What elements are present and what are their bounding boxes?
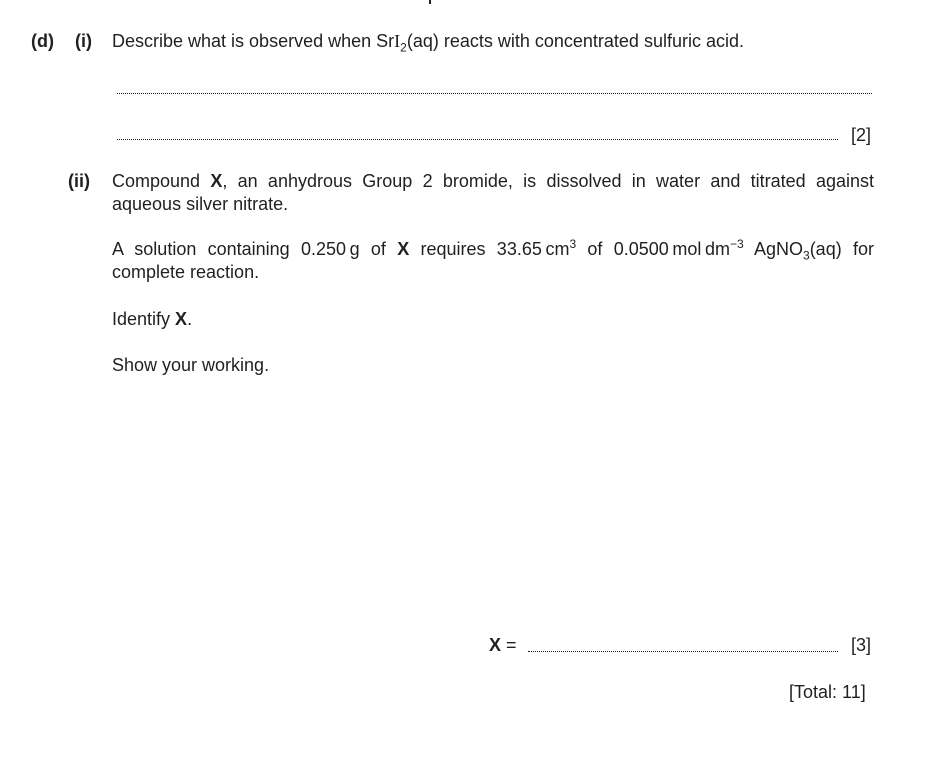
question-text-i: Describe what is observed when SrI$_2$(aq) reacts with concentrated sulfuric acid. xyxy=(112,31,744,55)
page-mark xyxy=(429,0,431,4)
part-label-d: (d) xyxy=(31,31,54,51)
answer-line-1[interactable] xyxy=(117,93,872,94)
subpart-label-ii: (ii) xyxy=(68,171,90,191)
paragraph-compound: Compound X, an anhydrous Group 2 bromide, is dissolved in water and titrated against aqueous silver nitrate. xyxy=(112,171,874,214)
paragraph-show-working: Show your working. xyxy=(112,355,270,375)
marks-ii: [3] xyxy=(851,635,872,655)
subpart-label-i: (i) xyxy=(75,31,92,51)
answer-line-2[interactable] xyxy=(117,139,838,140)
paragraph-solution: A solution containing 0.250 g of X requires 33.65 $cm^3$ of 0.0500 mol $dm^{-3}$ AgNO$_3$(aq) for complete reaction. xyxy=(112,237,874,282)
paragraph-identify: Identify X. xyxy=(112,309,193,329)
answer-line-x[interactable] xyxy=(528,651,838,652)
total-marks: [Total: 11] xyxy=(789,682,866,702)
answer-label-x: X = xyxy=(489,635,517,655)
marks-i: [2] xyxy=(851,125,872,145)
